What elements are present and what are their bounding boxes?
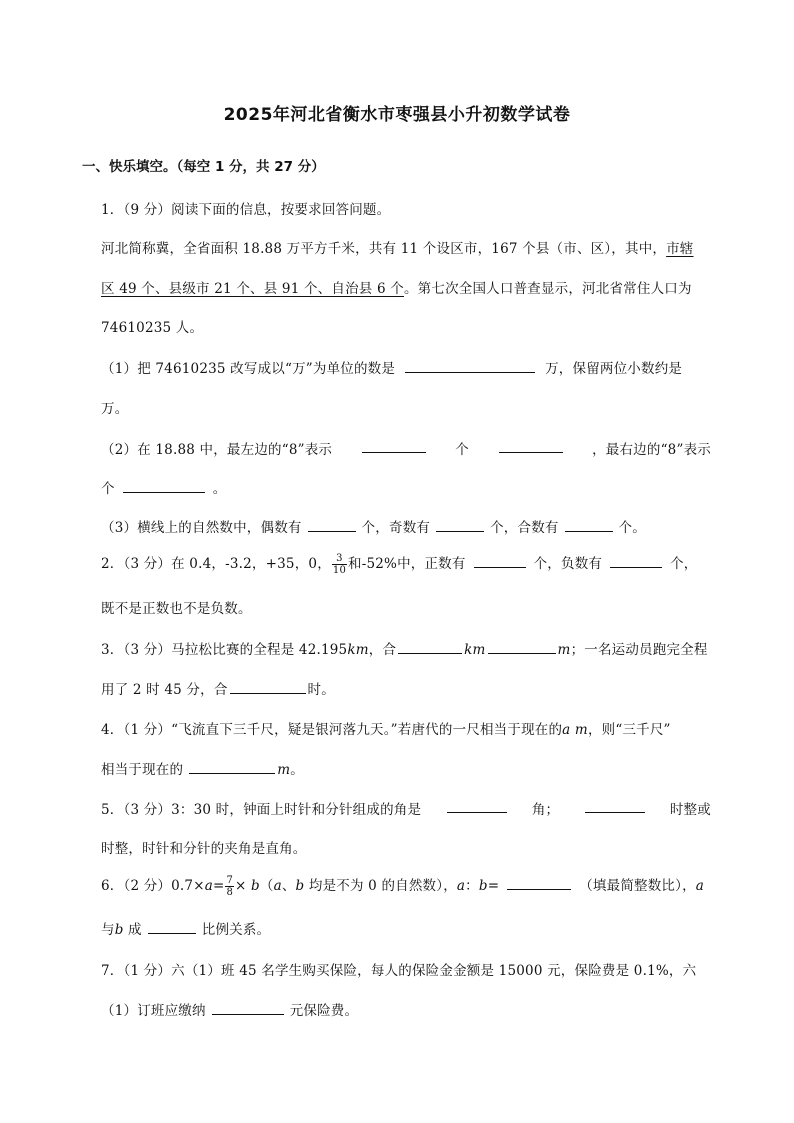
question-4-cont: 相当于现在的 m。 — [101, 758, 304, 778]
answer-blank[interactable] — [398, 639, 462, 654]
question-1-sub2: （2）在 18.88 中，最左边的“8”表示 个 ，最右边的“8”表示 — [101, 438, 711, 458]
question-2: 2．（3 分）在 0.4，-3.2，+35，0， $\frac{3}{10}$ 和-52%中，正数有 个，负数有 个， — [101, 553, 698, 576]
section-heading: 一、快乐填空。（每空 1 分，共 27 分） — [82, 159, 325, 175]
fraction: $\frac{3}{10}$ — [332, 553, 347, 576]
question-1-sub1-cont: 万。 — [101, 401, 129, 417]
answer-blank[interactable] — [488, 639, 556, 654]
question-5-cont: 时整，时针和分针的夹角是直角。 — [101, 841, 307, 857]
answer-blank[interactable] — [230, 679, 306, 694]
answer-blank[interactable] — [585, 798, 645, 813]
question-1-sub3: （3）横线上的自然数中，偶数有 个，奇数有 个，合数有 个。 — [101, 516, 646, 536]
question-1-text-line1: 河北简称冀，全省面积 18.88 万平方千米，共有 11 个设区市，167 个县（市、区），其中，市辖 — [101, 241, 694, 257]
question-1-sub1: （1）把 74610235 改写成以“万”为单位的数是 万，保留两位小数约是 — [101, 357, 682, 377]
question-1-text-line2: 区 49 个、县级市 21 个、县 91 个、自治县 6 个。第七次全国人口普查显示，河北省常住人口为 — [101, 281, 692, 297]
answer-blank[interactable] — [507, 875, 571, 890]
question-1-sub2-cont: 个 。 — [101, 477, 226, 497]
answer-blank[interactable] — [405, 358, 535, 373]
question-3: 3．（3 分）马拉松比赛的全程是 42.195km，合 km m；一名运动员跑完全程 — [101, 638, 708, 658]
answer-blank[interactable] — [610, 553, 662, 568]
answer-blank[interactable] — [447, 798, 507, 813]
question-4: 4．（1 分）“飞流直下三千尺，疑是银河落九天。”若唐代的一尺相当于现在的a m，则“三千尺” — [101, 722, 671, 738]
answer-blank[interactable] — [308, 517, 356, 532]
answer-blank[interactable] — [212, 1000, 284, 1015]
answer-blank[interactable] — [436, 517, 484, 532]
question-1-text-line3: 74610235 人。 — [101, 320, 204, 336]
question-2-cont: 既不是正数也不是负数。 — [101, 601, 252, 617]
question-7-cont: （1）订班应缴纳 元保险费。 — [101, 999, 358, 1019]
answer-blank[interactable] — [362, 438, 426, 453]
fraction: $\frac{7}{8}$ — [226, 875, 234, 898]
answer-blank[interactable] — [474, 553, 526, 568]
question-6: 6．（2 分）0.7×a= $\frac{7}{8}$ × b（a、b 均是不为 0 的自然数），a：b= （填最简整数比），a — [101, 875, 705, 898]
answer-blank[interactable] — [123, 478, 205, 493]
page-title: 2025年河北省衡水市枣强县小升初数学试卷 — [223, 105, 571, 125]
question-7: 7．（1 分）六（1）班 45 名学生购买保险，每人的保险金金额是 15000 元，保险费是 0.1%，六 — [101, 963, 697, 979]
question-1-heading: 1．（9 分）阅读下面的信息，按要求回答问题。 — [101, 202, 391, 218]
answer-blank[interactable] — [499, 438, 563, 453]
question-6-cont: 与b 成 比例关系。 — [101, 918, 270, 938]
answer-blank[interactable] — [189, 759, 275, 774]
question-3-cont: 用了 2 时 45 分，合 时。 — [101, 678, 335, 698]
answer-blank[interactable] — [565, 517, 613, 532]
answer-blank[interactable] — [148, 919, 196, 934]
question-5: 5．（3 分）3：30 时，钟面上时针和分针组成的角是 角； 时整或 — [101, 798, 711, 818]
